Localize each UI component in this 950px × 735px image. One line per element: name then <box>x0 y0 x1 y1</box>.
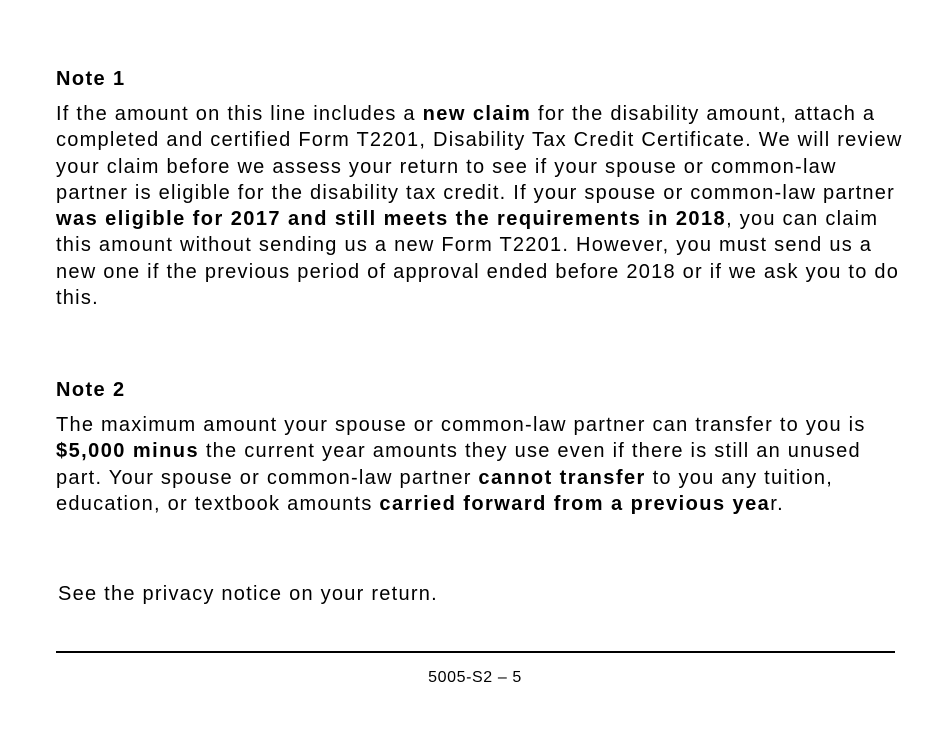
footer-divider <box>56 651 895 653</box>
note-2-paragraph <box>56 412 906 517</box>
note-1-text: If the amount on this line includes a <box>56 103 423 125</box>
note-1-bold-text: was eligible for 2017 and still meets the requirements in 2018 <box>56 208 727 231</box>
note-1-bold-text: new claim <box>422 103 532 125</box>
note-2-bold-text: $5,000 minus <box>56 440 200 463</box>
note-2-text: r. <box>770 492 784 515</box>
note-2-bold-text: cannot transfer <box>478 466 646 489</box>
note-2-bold-text: carried forward from a previous yea <box>379 492 771 515</box>
note-1-text: , you can claim this amount without sending us a new Form T2201. However, you must send us a new one if the previous period of approval ended before 2018 or if we ask you to do this. <box>56 208 900 310</box>
note-2-text: the current year amounts they use even if there is still an unused part. Your spouse or common-law partner <box>56 440 861 489</box>
note-2-text: to you any tuition, education, or textbook amounts <box>56 466 834 515</box>
note-1-heading: Note 1 <box>56 68 126 90</box>
note-2-text: The maximum amount your spouse or common-law partner can transfer to you is <box>56 414 866 436</box>
note-1-paragraph <box>56 101 906 311</box>
note-2-heading: Note 2 <box>56 379 126 401</box>
page-number: 5005-S2 – 5 <box>428 669 522 686</box>
privacy-notice: See the privacy notice on your return. <box>58 583 438 605</box>
note-1-text: for the disability amount, attach a completed and certified Form T2201, Disability Tax Credit Certificate. We will review your claim before we assess your return to see if your spouse or common-law partner is eligible for the disability tax credit. If your spouse or common-law partner <box>56 103 903 204</box>
